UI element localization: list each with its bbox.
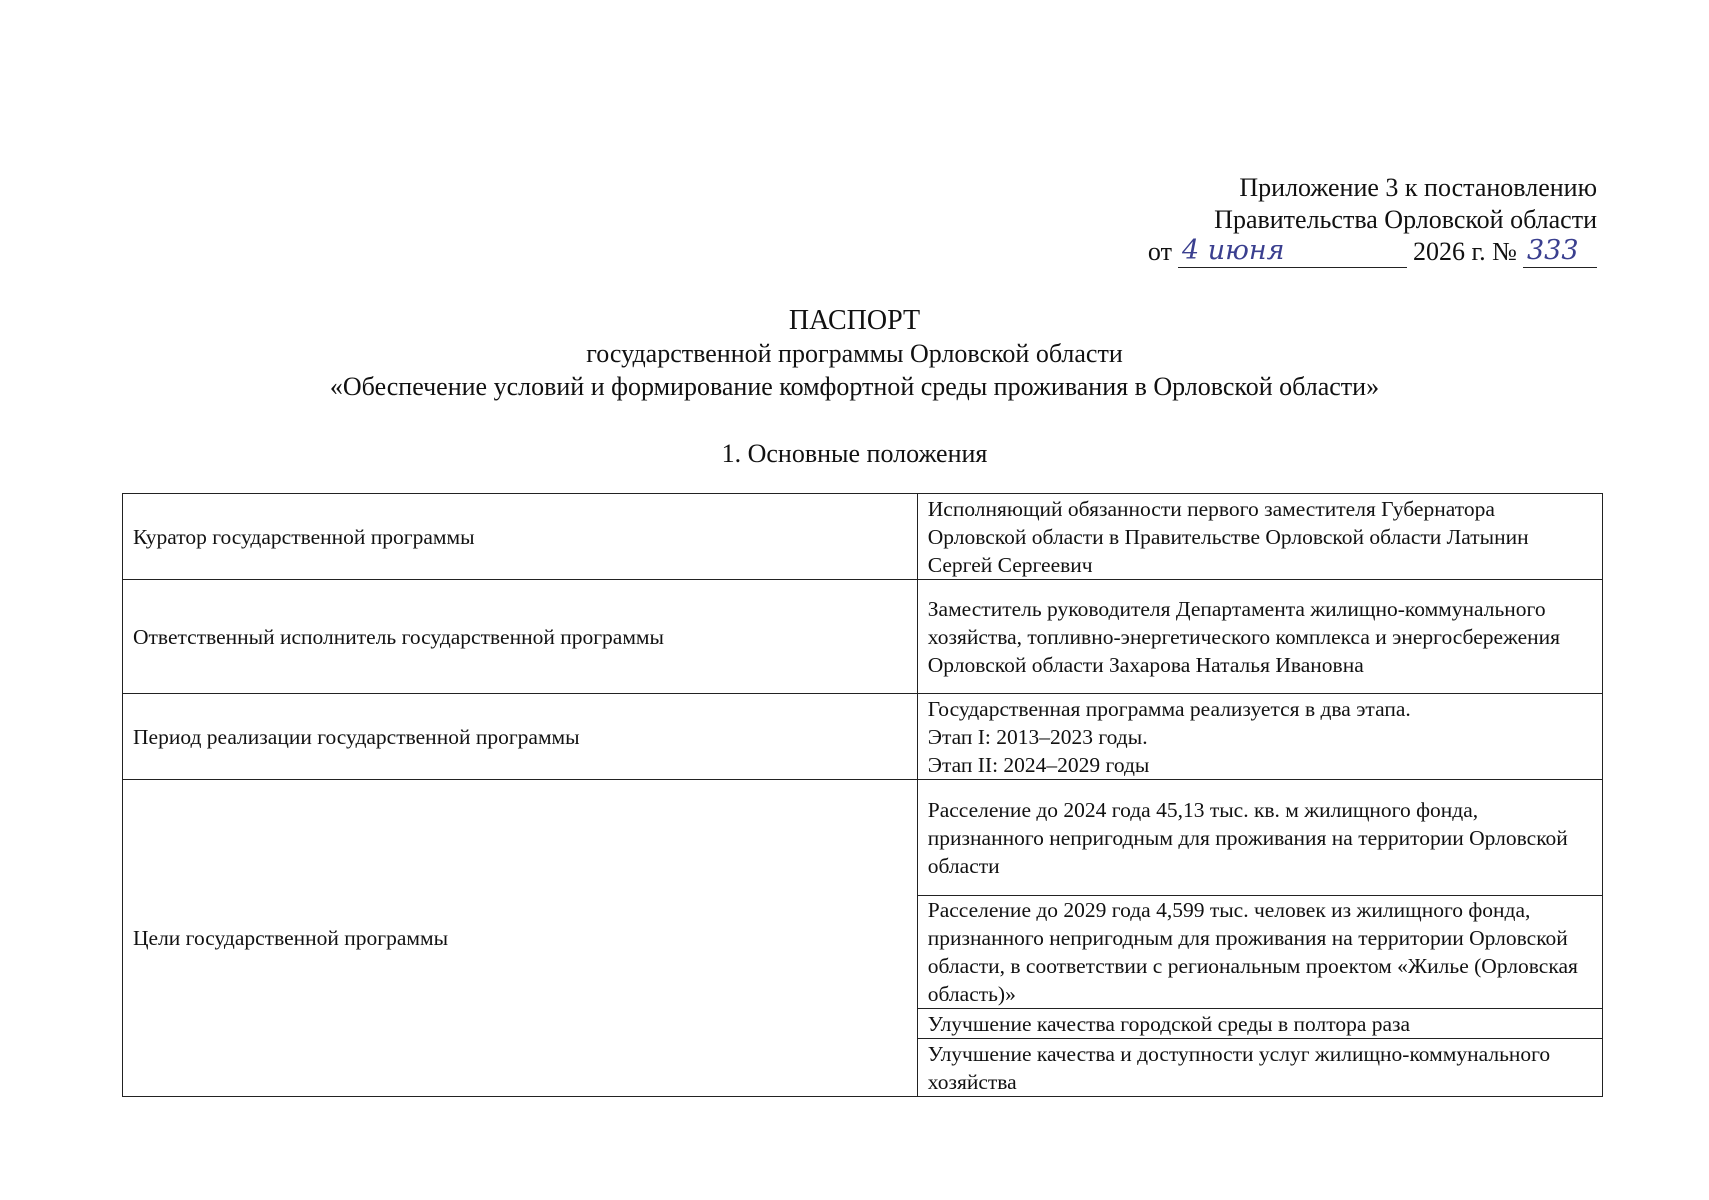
handwritten-date: 4 июня xyxy=(1178,237,1407,268)
row-label-executor: Ответственный исполнитель государственной программы xyxy=(123,580,918,694)
document-title xyxy=(0,304,1709,403)
goal-item: Расселение до 2024 года 45,13 тыс. кв. м жилищного фонда, признанного непригодным для проживания на территории Орловской области xyxy=(917,780,1602,896)
period-line: Этап I: 2013–2023 годы. xyxy=(927,724,1148,749)
period-line: Государственная программа реализуется в два этапа. xyxy=(927,696,1411,721)
period-line: Этап II: 2024–2029 годы xyxy=(927,752,1150,777)
row-value-curator: Исполняющий обязанности первого заместителя Губернатора Орловской области в Правительстве Орловской области Латынин Сергей Сергеевич xyxy=(917,494,1602,580)
table-row xyxy=(123,580,1603,694)
section-heading: 1. Основные положения xyxy=(721,439,988,468)
appendix-date-line xyxy=(1077,236,1597,268)
row-label-curator: Куратор государственной программы xyxy=(123,494,918,580)
row-value-executor: Заместитель руководителя Департамента жилищно-коммунального хозяйства, топливно-энергетического комплекса и энергосбережения Орловской области Захарова Наталья Ивановна xyxy=(917,580,1602,694)
appendix-header xyxy=(1077,172,1597,268)
goal-item: Улучшение качества и доступности услуг жилищно-коммунального хозяйства xyxy=(917,1039,1602,1097)
goal-item: Улучшение качества городской среды в полтора раза xyxy=(917,1009,1602,1039)
appendix-date-prefix: от xyxy=(1147,237,1172,266)
table-row xyxy=(123,780,1603,896)
handwritten-number: 333 xyxy=(1523,237,1597,268)
appendix-year-label: 2026 г. № xyxy=(1412,237,1517,266)
appendix-line-1: Приложение 3 к постановлению xyxy=(1239,173,1597,202)
title-passport: ПАСПОРТ xyxy=(788,305,921,336)
row-label-goals: Цели государственной программы xyxy=(123,780,918,1097)
title-program-name: «Обеспечение условий и формирование комфортной среды проживания в Орловской области» xyxy=(329,372,1380,401)
table-row xyxy=(123,494,1603,580)
passport-table xyxy=(122,493,1603,1097)
row-label-period: Период реализации государственной программы xyxy=(123,694,918,780)
table-row xyxy=(123,694,1603,780)
appendix-line-2: Правительства Орловской области xyxy=(1214,205,1597,234)
row-value-period xyxy=(917,694,1602,780)
goal-item: Расселение до 2029 года 4,599 тыс. человек из жилищного фонда, признанного непригодным для проживания на территории Орловской области, в соответствии с региональным проектом «Жилье (Орловская область)» xyxy=(917,896,1602,1009)
title-program: государственной программы Орловской области xyxy=(586,339,1123,368)
